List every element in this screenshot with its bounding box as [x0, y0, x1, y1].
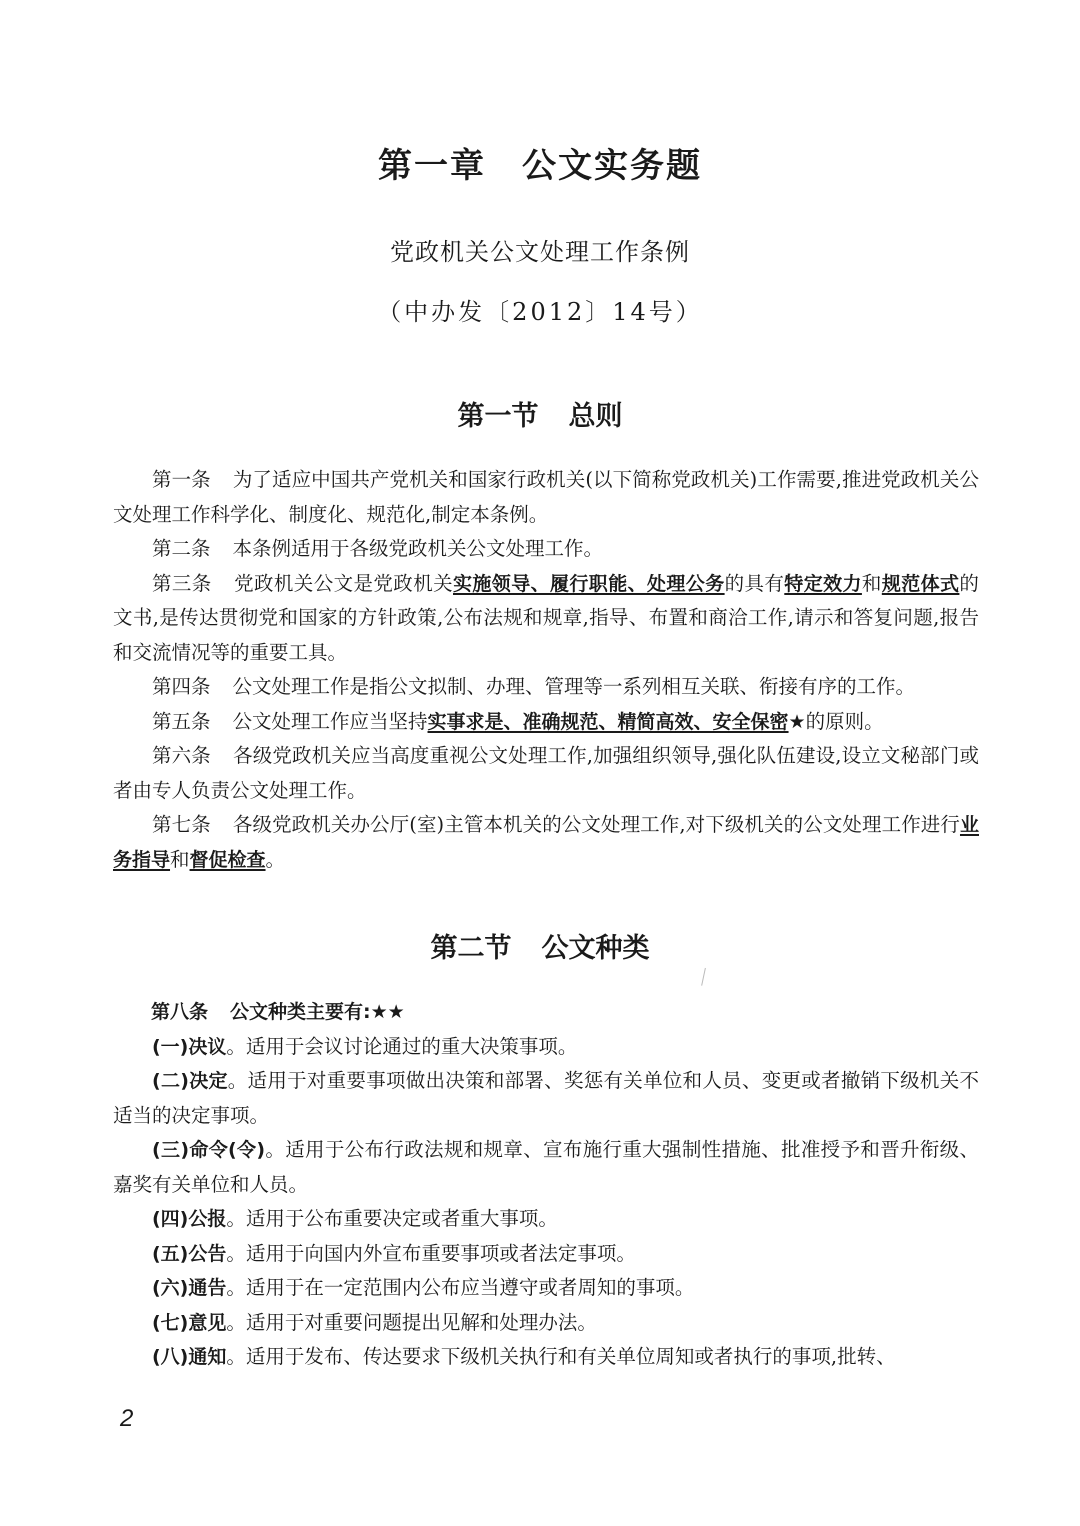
article-text: 各级党政机关办公厅(室)主管本机关的公文处理工作,对下级机关的公文处理工作进行 — [232, 813, 960, 836]
key-term: 实事求是、准确规范、精简高效、安全保密 — [427, 710, 789, 733]
article-text: 各级党政机关应当高度重视公文处理工作,加强组织领导,强化队伍建设,设立文秘部门或者由专人负责公文处理工作。 — [113, 744, 979, 802]
chapter-number: 第一章 — [378, 146, 486, 186]
article-text: 的具有 — [724, 571, 785, 595]
kind-number: (六) — [152, 1277, 189, 1299]
key-term: 业务指导 — [113, 814, 979, 871]
kind-name: 决议 — [188, 1035, 227, 1058]
article-label: 第七条 — [152, 813, 211, 836]
kind-item — [113, 1202, 979, 1237]
article-text: 和 — [861, 571, 882, 595]
section-heading-2 — [0, 926, 1080, 965]
section-1-body — [113, 463, 979, 877]
article-text: 。 — [265, 847, 286, 871]
star-icon: ★★ — [370, 1001, 405, 1023]
article-label: 第四条 — [152, 675, 211, 698]
article-text: 公文处理工作是指公文拟制、办理、管理等一系列相互关联、衔接有序的工作。 — [232, 675, 916, 698]
article-4 — [113, 670, 979, 705]
kind-number: (一) — [152, 1035, 189, 1058]
section-2-number: 第二节 — [430, 933, 512, 964]
article-label: 第三条 — [152, 571, 212, 595]
kind-number: (四) — [152, 1208, 189, 1230]
kind-name: 公告 — [188, 1242, 227, 1265]
kind-number: (五) — [152, 1242, 189, 1265]
key-term: 实施领导、履行职能、处理公务 — [453, 572, 725, 595]
kind-text: 。适用于在一定范围内公布应当遵守或者周知的事项。 — [226, 1276, 695, 1299]
kind-text: 。适用于公布行政法规和规章、宣布施行重大强制性措施、批准授予和晋升衔级、嘉奖有关单位和人员。 — [113, 1138, 979, 1196]
article-label: 第一条 — [152, 468, 211, 491]
section-2-title: 公文种类 — [541, 933, 650, 964]
kind-number: (七) — [152, 1311, 189, 1334]
kind-number: (八) — [152, 1346, 189, 1368]
article-label: 第五条 — [152, 709, 211, 733]
kind-name: 命令(令) — [189, 1139, 266, 1161]
article-text: 和 — [170, 847, 190, 871]
section-1-title: 总则 — [568, 401, 623, 432]
article-label: 第六条 — [152, 744, 211, 767]
kind-item — [113, 1271, 979, 1306]
article-text: 本条例适用于各级党政机关公文处理工作。 — [232, 537, 604, 560]
key-term: 规范体式 — [881, 572, 960, 595]
article-text: 党政机关公文是党政机关 — [233, 571, 453, 595]
kind-text: 。适用于向国内外宣布重要事项或者法定事项。 — [226, 1241, 636, 1265]
article-3 — [113, 567, 979, 671]
section-2-body — [113, 995, 979, 1375]
kind-item — [113, 1306, 979, 1341]
kind-item — [113, 1064, 979, 1133]
kind-text: 。适用于对重要事项做出决策和部署、奖惩有关单位和人员、变更或者撤销下级机关不适当的决定事项。 — [113, 1069, 979, 1127]
kind-text: 。适用于对重要问题提出见解和处理办法。 — [226, 1310, 597, 1334]
article-label: 第二条 — [152, 537, 211, 560]
kind-number: (三) — [152, 1139, 190, 1161]
kind-item — [113, 1237, 979, 1272]
article-text: 的文书,是传达贯彻党和国家的方针政策,公布法规和规章,指导、布置和商洽工作,请示和答复问题,报告和交流情况等的重要工具。 — [113, 571, 979, 664]
article-2 — [113, 532, 979, 567]
kind-number: (二) — [152, 1070, 189, 1092]
article-label: 第八条 — [151, 1001, 209, 1023]
kind-name: 决定 — [188, 1070, 228, 1092]
star-icon: ★ — [788, 710, 806, 733]
article-text: 为了适应中国共产党机关和国家行政机关(以下简称党政机关)工作需要,推进党政机关公文处理工作科学化、制度化、规范化,制定本条例。 — [113, 468, 979, 526]
article-8 — [113, 995, 979, 1030]
section-1-number: 第一节 — [457, 401, 539, 432]
kind-text: 。适用于公布重要决定或者重大事项。 — [226, 1207, 558, 1230]
kind-item — [113, 1030, 979, 1065]
section-heading-1 — [0, 394, 1080, 433]
kind-text: 。适用于会议讨论通过的重大决策事项。 — [226, 1034, 578, 1058]
article-7 — [113, 808, 979, 877]
kind-name: 通知 — [188, 1346, 227, 1368]
page-number: 2 — [120, 1405, 134, 1432]
key-term: 督促检查 — [189, 848, 266, 871]
kind-name: 意见 — [188, 1311, 227, 1334]
kind-name: 通告 — [188, 1277, 227, 1299]
scan-mark — [701, 968, 708, 986]
document-number: （中办发〔2012〕14号） — [377, 298, 703, 326]
article-text: 公文处理工作应当坚持 — [232, 709, 428, 733]
article-text: 公文种类主要有: — [230, 1001, 371, 1023]
document-title: 党政机关公文处理工作条例 — [390, 238, 690, 266]
article-text: 的原则。 — [805, 709, 884, 733]
kind-item — [113, 1133, 979, 1202]
kind-name: 公报 — [188, 1208, 227, 1230]
chapter-heading — [0, 138, 1080, 187]
key-term: 特定效力 — [784, 572, 862, 595]
kind-text: 。适用于发布、传达要求下级机关执行和有关单位周知或者执行的事项,批转、 — [226, 1345, 896, 1368]
article-1 — [113, 463, 979, 532]
chapter-title: 公文实务题 — [522, 146, 702, 186]
article-6 — [113, 739, 979, 808]
article-5 — [113, 705, 979, 740]
kind-item — [113, 1340, 979, 1375]
